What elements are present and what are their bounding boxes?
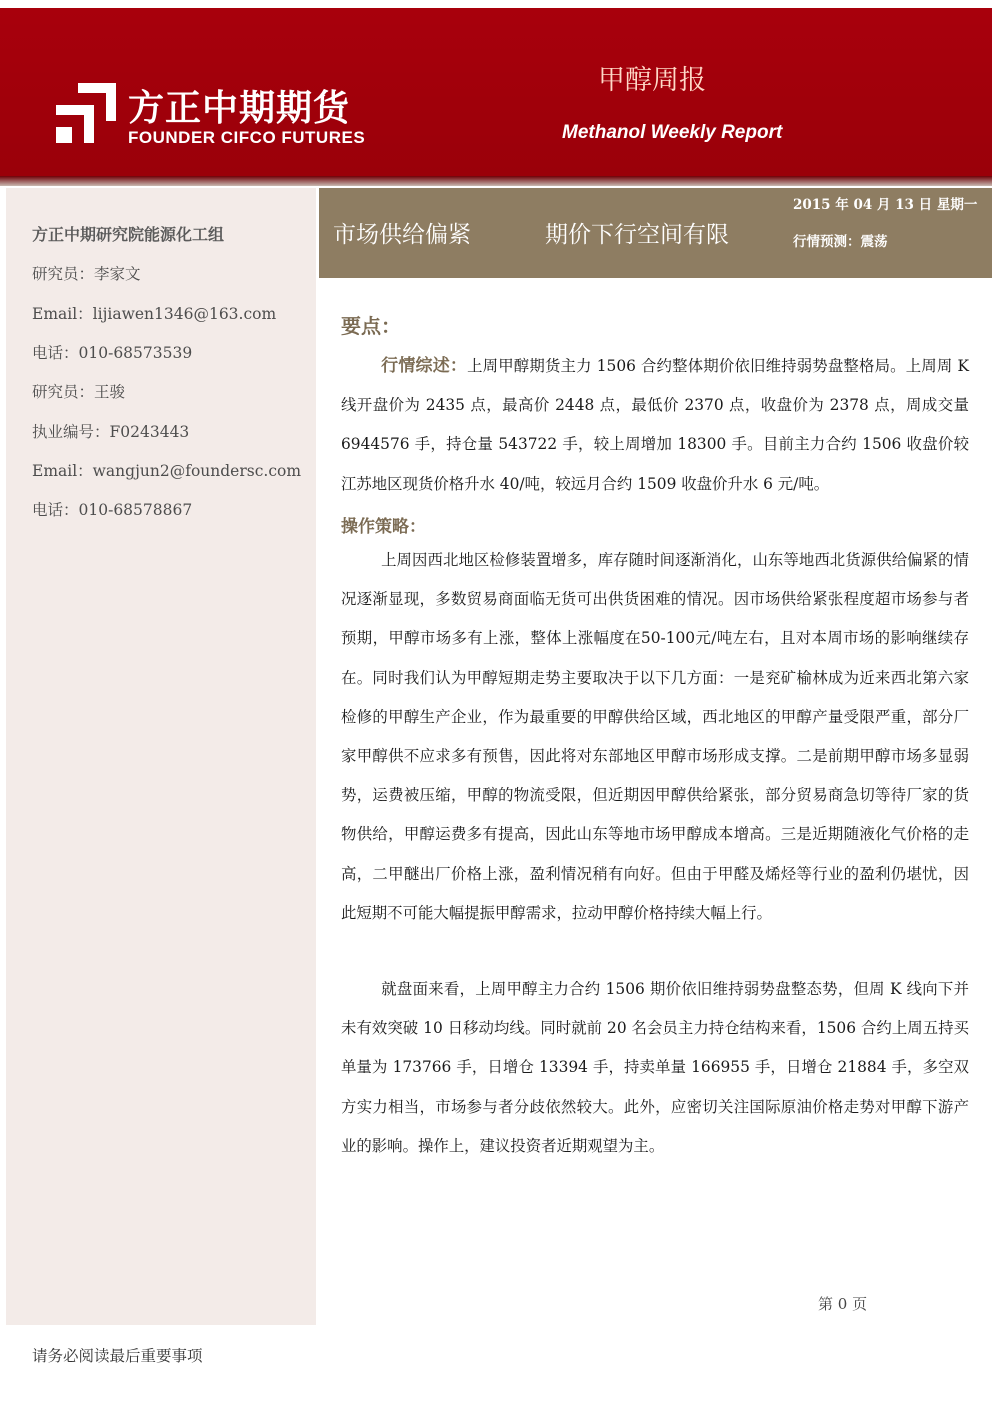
research-group-heading: 方正中期研究院能源化工组 — [32, 225, 225, 244]
strategy-paragraph-2 — [341, 970, 969, 1166]
market-forecast: 行情预测：震荡 — [793, 234, 888, 250]
header-shadow — [0, 176, 992, 186]
overview-label: 行情综述： — [381, 356, 468, 376]
report-date: 2015 年 04 月 13 日 星期一 — [793, 197, 978, 213]
company-logo-icon — [56, 83, 116, 143]
headline-2: 期价下行空间有限 — [545, 222, 729, 248]
researcher-2-phone: 电话：010-68578867 — [32, 501, 193, 519]
strategy-text-2: 就盘面来看，上周甲醇主力合约 1506 期价依旧维持弱势盘整态势，但周 K 线向下并未有效突破 10 日移动均线。同时就前 20 名会员主力持仓结构来看，1506 合约上周五持买单量为 173766 手，日增仓 13394 手，持卖单量 166955 手，日增仓 21884 手，多空双方实力相当，市场参与者分歧依然较大。此外，应密切关注国际原油价格走势对甲醇下游产业的影响。操作上，建议投资者近期观望为主。 — [341, 980, 969, 1155]
overview-paragraph — [341, 347, 969, 504]
researcher-1-phone: 电话：010-68573539 — [32, 344, 193, 362]
headline-1: 市场供给偏紧 — [333, 222, 471, 248]
researcher-2-license: 执业编号：F0243443 — [32, 423, 190, 441]
logo-text-en: FOUNDER CIFCO FUTURES — [128, 128, 366, 147]
researcher-1-name: 研究员：李家文 — [32, 265, 141, 283]
overview-text: 上周甲醇期货主力 1506 合约整体期价依旧维持弱势盘整格局。上周周 K 线开盘价为 2435 点，最高价 2448 点，最低价 2370 点，收盘价为 2378 点，周成交量 6944576 手，持仓量 543722 手，较上周增加 18300 手。目前主力合约 1506 收盘价较江苏地区现货价格升水 40/吨，较远月合约 1509 收盘价升水 6 元/吨。 — [341, 357, 970, 493]
disclaimer-note: 请务必阅读最后重要事项 — [32, 1347, 203, 1365]
strategy-text-1: 上周因西北地区检修装置增多，库存随时间逐渐消化，山东等地西北货源供给偏紧的情况逐渐显现，多数贸易商面临无货可出供货困难的情况。因市场供给紧张程度超市场参与者预期，甲醇市场多有上涨，整体上涨幅度在50-100元/吨左右，且对本周市场的影响继续存在。同时我们认为甲醇短期走势主要取决于以下几方面：一是兖矿榆林成为近来西北第六家检修的甲醇生产企业，作为最重要的甲醇供给区域，西北地区的甲醇产量受限严重，部分厂家甲醇供不应求多有预售，因此将对东部地区甲醇市场形成支撑。二是前期甲醇市场多显弱势，运费被压缩，甲醇的物流受限，但近期因甲醇供给紧张，部分贸易商急切等待厂家的货物供给，甲醇运费多有提高，因此山东等地市场甲醇成本增高。三是近期随液化气价格的走高，二甲醚出厂价格上涨，盈利情况稍有向好。但由于甲醛及烯烃等行业的盈利仍堪忧，因此短期不可能大幅提振甲醇需求，拉动甲醇价格持续大幅上行。 — [341, 551, 969, 922]
key-points-title: 要点： — [341, 314, 401, 338]
strategy-title: 操作策略： — [341, 517, 426, 537]
researcher-2-email: Email：wangjun2@foundersc.com — [32, 462, 302, 480]
strategy-paragraph-1 — [341, 541, 969, 933]
researcher-2-name: 研究员：王骏 — [32, 383, 126, 401]
report-title-cn: 甲醇周报 — [598, 65, 706, 96]
page-number: 第 0 页 — [818, 1295, 868, 1313]
researcher-1-email: Email：lijiawen1346@163.com — [32, 305, 277, 323]
logo-text-cn: 方正中期期货 — [128, 88, 351, 129]
report-title-en: Methanol Weekly Report — [562, 122, 783, 143]
